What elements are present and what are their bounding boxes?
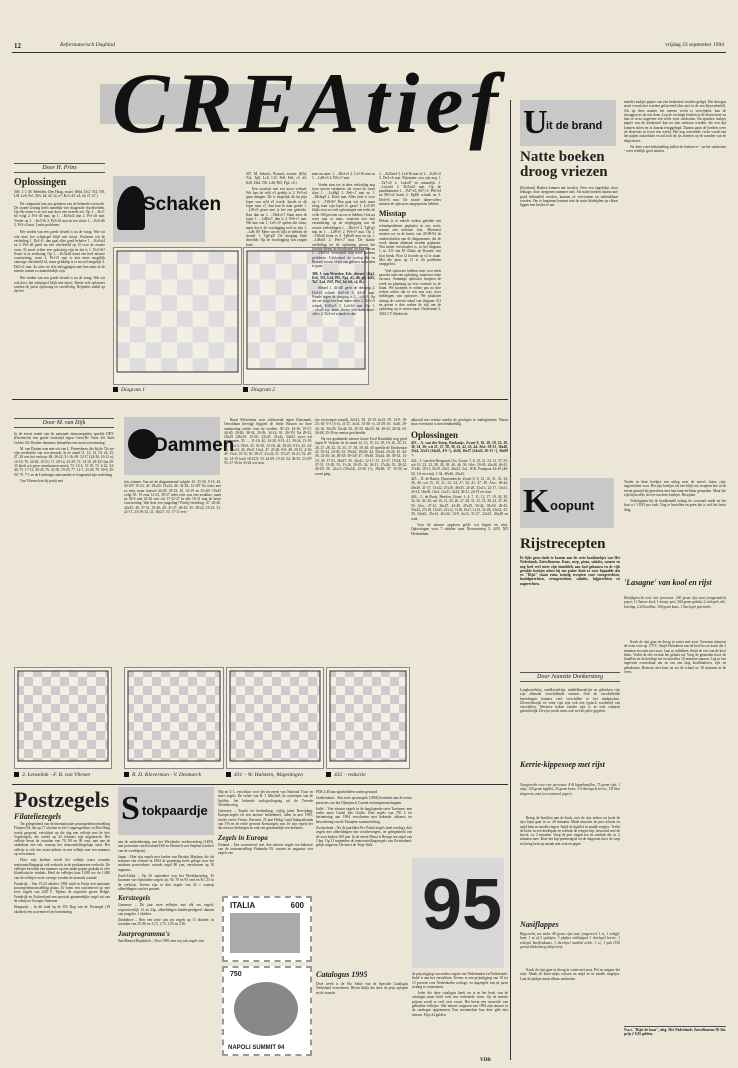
- uit-de-brand-heading: Natte boeken droog vriezen: [520, 149, 608, 180]
- stokpaardje-p16: Ieder die deze catalogus heeft en is in het bezit van de catalogus maar heeft toch een verbeterde vorm. Op de meeste prijzen wordt er veel over zwart. Het bevat een overzicht van gebruikte velletjes. Alle nieuwe uitgaven van 1994 zijn nieuwe in de catalogus opgenomen. Een verzamelaar kan deze gids niet missen. Prijs 24 gulden.: [412, 991, 508, 1017]
- initials-vdr: VDR: [480, 1058, 491, 1063]
- divider-1: [12, 399, 508, 400]
- issue-date: vrijdag 23 september 1994: [665, 42, 724, 48]
- stamp-italia: [222, 896, 312, 962]
- schaak-p1: 306. 1. J. M. Beleiden, Den Haag, zwart: (K6d, Dc2, Tf4, Tf6, Lf8, Le8, Pe1, Pe5, b4, d2, f2, e7; Kc5, d5, e4, e6, f5, h7.): [14, 190, 105, 199]
- uit-de-brand-logo: [520, 100, 616, 146]
- draughts-board-1: [15, 668, 111, 764]
- koopunt-logo-text: oopunt: [550, 498, 595, 513]
- stamp-napoli-value: 750: [230, 971, 242, 978]
- stokpaardje-p2: Japan – Hier zijn zegels met boeket van Hosuko Matjima, die als minister van verkeer in 1894 de grondslag heeft gelegd voor het moderne postverkeer; waarde zegel 80 yen, verschenen op 10 augustus.: [118, 854, 214, 872]
- nasiflappes-ingredients: Bijgerecht, zes stuks: 80 gram rijst zout, (ongeveer) 1 ei, 1 schijfje ham, 1 ui of 2 sjalotjes, 3 plakjes ontbijtspek 1 theelepel kerrie, 1 eetlepel knoflooksaus, 1 theelepel sambal oelek, 1 ei, 1 pak (150 gram) bladerdeeg (diepvries).: [520, 932, 620, 949]
- dammen-logo: [124, 417, 235, 475]
- dammen-p5: Ruud Kleverman won schitterend tegen Dousmark. Onvoldaan bevrijgt bijgoed de beide Bussen na deze ontmoeting verder voor de verdere. 39-.43, 44-16, 19-37; 44-40, 29-20; 38-34, 20-39; 34-14; 91. 40-35? Na 29-23, 18x29 (28x19, 15-26, 22x35, 31x4), 34x32 stoot wit gewonnen. 35. ..., 11-16; 40. 34-30, 9-13; 41. 30-24, 13-19; 42. 24x13, 18x9; 43. 35-30, 12-18; 44. 30-24, 9-13; 45. 24-20, 15x24; 46. 29x9, 13x4; 47. 25-20, 8-9; 48. 20-15, 4-10; 49. 15x4, 10-15; 50. 38-27, 21x32; 51. 37x27, 16-21; 52. 49-44, 14-19 (zich 18-22?); 53. 44-39, 19-23; 54. 38-33, 23-29? 55. 27-16 en 33-24 wit won.: [224, 418, 312, 465]
- chess-diagram-1: [113, 247, 242, 385]
- schaak-p2: De componist laat ons genieten van de behende overtocht. De zwarte koning heeft namelijk vier diagonale vluchtvelden. Op elk ervan is er een mat door een tweede zet. Op 1. ...Kc5-b4 volgt 2. Pe1-d3 mat, op 1. ...Ke5xf4 dan 2. Pe1-d3 mat. Verder op 1. ...Kc5-f6 2. Pe5-d3 mat en ten slotte 1. ...Ke5-d6 2. Pc5-c4 mat. Leuke probleem.: [14, 201, 105, 228]
- page-number: 12: [14, 42, 21, 50]
- schaak-column-1: [14, 163, 105, 386]
- rijstrecepten-heading: Rijstrecepten: [520, 536, 606, 552]
- dammen-p12: 426 – L. de Rooij, Heerlen. Zwart: 1, 4, 7, 11, 12, 17, 19, 24, 30, 34, 36, 39, 45; wit 16, 21, 25, 26, 27, 28, 31, 32, 33, 38, 42, 47, 49, 50. Afw.: 47-41, 36x47, 44-40, 47x29, 50-44, 39x50, 49-43, 50x22, 27x18, 12x23, 21x12, 7x18, 16x7, 1x12, 32-28, 23x32, 43-39, 34x43, 25x14, 45x34, 14-9, 4x13, 31-27, 22x21, 26x48 en wint.: [411, 495, 508, 521]
- u-letter-icon: U: [523, 104, 548, 141]
- draughts-diagram-4: [326, 667, 410, 769]
- chess-board-1: [114, 248, 241, 376]
- postzegels-p3: Frankrijk – Van 15-24 oktober 1994 vindt in Parijs een nationale postzegeltentoonstelling plaats. Er komt een souvenirvel uit met twee zegels van 2,80 F. Tijdens de expositie geven België, Frankrijk en Zwitserland een speciale gezamenlijke zegel uit van de schrijver Georges Simenon.: [14, 881, 110, 904]
- dammen-p13: Voor de nieuwe opgaven geldt: wit begint en wint. Oplossingen voor 7 oktober naar Nieuwenweg 5, 4251 ND Werkendam.: [411, 522, 508, 536]
- schaak-heading: Oplossingen: [14, 177, 67, 188]
- stokpaardje-logo: [118, 787, 214, 835]
- stamp-napoli-image: [234, 982, 298, 1036]
- nasiflappes-method: Kook de rijst gaar in droog in water met zout. Pel en snipper het uitje. Maak de lente-uitjes schoon en snijd ze in smalle ringetjes. Laat de plakjes naast elkaar ontdooien.: [520, 968, 620, 981]
- masthead-creatief: [100, 55, 505, 151]
- dammen-column-2: [124, 480, 221, 660]
- stamp-napoli: [222, 966, 312, 1056]
- stokpaardje-column-2: [218, 790, 313, 890]
- schaak4-p2: Verder zien we in deze verleiding nog twee mooie varianten: als zwart de toren slaat 1. ...Lxf8g5 2. Pe6-c7 mat en 1. ...Dh4xg5 2. Dxe4 mat. Alles fade is voor op 1. ...Tf8-f6? Dan gaat wit toch maar terug naar zijn loper te gaan! 1. Le5-f6! blijkt voor zo veel oplossingen een reeks de volle 100 procent succes te hebben. Ook nu weer zijn er mats, waarvan een met verandering, op de weglegging wat de zwarte verleidingen 1. ...Dh4-e1 2. Tg8-g5 mat en 1. ...Ld8-e5 2. Pe6-e7 mat. Op 1. ...Tf8xf6 komt er 2. Tg8xf8 mat en op 1. ...Ld8xf6 2. Pe6-c7 mat. De laatste verleiding en de oplossing geven het fraaiste thema de deursleutel en daarmee na 1. ...Dh4-e1 verwisselt. Een triest modern probleem. Uitsluitend de oorlog die in Brussel woont, blijkt ons gelezen maar daar te gaan.: [312, 182, 375, 269]
- schaak4-p4: Sleutel 1. d2-d4! geeft de dreiging 2. Dc6-f3 schaak Kd5-e6 3. d4-d5 mat. Parade tegen de dreiging is 1. ...c4-c3. Op die zet volgt een fraai dame-offer 2. Dc6-c5 schaak, Kd5xc5 3. Le4-b3 mat. Op 1. ...c4xd3 e.p. komt alweer een fraai dame-offer: 2. Dc6-e4 schaak en dan: [312, 286, 375, 317]
- draughts-board-4: [327, 668, 409, 764]
- stamp-italia-value: 600: [290, 901, 304, 910]
- koopunt-column-2: [624, 480, 726, 575]
- uit-de-brand-p2: mende) stukjes papier van een keukenrol worden gelegd. Het droogen moet vooral niet worden geforceerd (dus niet in de zon bijvoorbeeld). Als op deze manier het meeste vocht is verwijderd, kan de droogproces de rest doen. Leg de vochtige boeken in de diepvriezer en laat ze in zo ongeveer een week weer ontdooien. Na opnieuw stukjes papier van de keukenrol kan nu dan ontstaan worden, die een tijd kunnen zitten en in daarna teruggelegd. Daarna gaan de boeken weer de diepvries in (voor een week). Het nog resterende vocht wordt van het papier onttrokken en zal zich als ijs afzetten op de wanden van de diepvriezer.: [624, 100, 726, 143]
- uit-de-brand-column: [520, 100, 618, 380]
- schaken-logo-text: Schaken: [143, 194, 222, 215]
- dammen-p4: iets winnen. Van uit de diagramstand volgde: 43. 35-30, 5-13; 44. 34-29? 19-23; 45. 29x20, 15x44; 46. 32-28, 12-18? Na ichsc met zo mee, maar hoewel 44-49, 28-23, 45. 22-19 en 35-40? 19x45 volgt 50. 19 zout 12-23, 38-27 ieder zich was een zwakker, maar na 50-6 niet 45-20 win wit 17-22-27 in alle 16-21 nog de beste voortzetting. Wat doet een jongeling? Parttij-verteiling: 47. 45-40, 44x35; 48. 37-31, 35-40; 49. 31-27, 40-45; 50. 28-22, 18-23; 51. 22-17, 23-29; 52. 21, 16x27; 53. 17-11 een -: [124, 480, 221, 515]
- schaak-p4: Het vinden van een goede sleutel is nu de vraag. Wat wit ook doet, het schijnspel blijft niet intact. Reeds vele oplossers zonden de juiste oplossing en onvolledig. Reijnders meldt op dat het: [14, 276, 105, 294]
- stokpaardje-p9: Finland – Een souvenirvel met drie nieuwe zegels ten behoeve van de tentoonstelling Finlandia 95, waarin ze augustus vier zegels van: [218, 842, 313, 856]
- koopunt-byline-wrap: [520, 672, 620, 682]
- postzegels-heading: Filateliezegels: [14, 812, 62, 821]
- caption-draughts-3: 431 – W. Hulstein, Wageningen: [226, 772, 303, 778]
- schaak4-p3: 308. J. van Weerden, Ede, driezet; (Kg1, Dc6, Tf1, Le4, Pf5, Pg4, d2, d6, g6; Kd5, Ta7, La1, Pd7, Pb5, b4, b6, c4, f6.): [312, 271, 375, 285]
- schaak4-p1: men nu naar: 1. ...Dh4-e1 2. Le5-f6 mat en 1. ...Ld8-e5 2. Pf6-e7 mat.: [312, 172, 375, 181]
- jaarprogramma-heading: Jaarprogramma's: [118, 929, 170, 938]
- paper-name: Reformatorisch Dagblad: [60, 42, 115, 48]
- stokpaardje-p7: 50p en £ 1, verschijnt voor het invoeren van National Trust en meer zegels. De versie van R. J. Mitchell, de ontwerper van de Spitfire, het bekende oorlogsvliegtuig uit de Tweede Wereldoorlog.: [218, 790, 313, 807]
- byline-koopunt: Door Jeanette Donkersteeg: [520, 672, 620, 682]
- schaak-column-4: [312, 172, 375, 385]
- stokpaardje-p11: Griekenland – Een serie sportzegels (1994) herinnert aan de eerste preseries van het Olympisch Comité en kampioenschappen.: [316, 796, 412, 805]
- schaak5-p3: Veel oplossers hebben toen voor niets gezocht naar een oplossing, waarvoor onze excuses. Sommige oplossers hoopten de week na plaatsing op een correctie in de krant. We kwamen er echter pas na drie weken achter dat er iets mis was, door meldingen van oplossers. We plaatsten alsnog de correcte stand van diagram 311 en geven u drie weken de tijd om de oplossing op te sturen naar: IJsselstraat 3, 3363 CV Sliedrecht.: [379, 268, 441, 316]
- stokpaardje-p8: Guernsey – Zegels ter herdenking, vijftig jaren Bevrijding, Europa-zegels en een nieuwe heldenbrief, allen in mei 1995; verder series Vissen, Kersmis, 25 jaar Heilig Land Sukayathanda van VN en de echte gewone Kerstzegels van. Er zijn regels der dat nieuwe herbergen en ook een gezamenlijk een kerstmis.: [218, 809, 313, 831]
- kerrie-ingredients: Voorgerecht voor vier personen: 8 dl kippebouillon, 75 gram rijst, 1 uitje, 150 gram kipfilet, 25 gram boter, 3-4 theelepels kerrie, 1/8 liter slagroom, zout (en eventueel peper).: [520, 783, 620, 796]
- schaak5-p2: Helaas is er enkele weken geleden een schaakprobleem geplaatst in ons werk, waarin een serieuze fout. Allereerst moeten we in de kruist van 26-08-94 de onderschriften van de diagrammen, die de week daarna allemaal werden geplaatst. Wat netter verwisselen is, in het diagram 1, nr. 311 van M. Dukic uit Kroatië, een fout breuk. Pion f2 hoorde op e2 te staan. Met die pion op f2 is dit probleem onopgelost.: [379, 219, 441, 267]
- lasagne-method: Kook de rijst gaar en droog in water met zout. Verwarm intussen de oven voor op 175°C. Snijd 8 bladeren van de kool los en kook die 2 minuten in water met zout. Laat ze uitlekken. Snijd de rest van de kool klein. Verhit de olie en bak het gehakt rul. Voeg de gesneden kool, de bouillon en de ketchup toe en laat alles 10 minuten smoren. Leg in een ingevette ovenschaal om en om een laag koolbladeren, rijst en gehaktsaus. Bestrooi met kaas en zet de schaal ca. 30 minuten in de oven.: [624, 640, 726, 675]
- stamp-catalogus-number: 95: [422, 865, 503, 945]
- stamp-italia-country: ITALIA: [230, 901, 256, 910]
- dammen-column-5: [411, 418, 508, 663]
- caption-diagram-1: Diagram 1: [113, 387, 145, 393]
- postzegels-title: Postzegels: [14, 787, 110, 812]
- knight-icon: [117, 186, 145, 230]
- masthead-title: CREAtief: [112, 55, 505, 151]
- stokpaardje-p3: Zuid-Afrika – Op 30 september was het Wereldpostdag. Er kwamen vier bijzondere zegels uit: 50, 70 en 95 cent en R 1,15 in de verkoop. Tevens zijn er drie zegels van 45 c waarop afbeeldingen van het postnet.: [118, 874, 214, 891]
- s-letter-icon: S: [121, 790, 140, 827]
- lasagne-heading: 'Lasagne' van kool en rijst: [624, 578, 712, 587]
- draughts-diagram-3: [226, 667, 324, 769]
- dammen-p11: 425 – D. de Ruiter, Duivendrecht. Zwart 8, 9, 12, 16, 31, 33, 34, 36, 40; wit 15, 19, 21, 22, 24, 27, 32, 41, 47, 49. Afw.: 49-44, 40x49, 41-37, 31x42, 47x40, 49x35, 24-20, 35x13, 22-17, 13x31, 20-14, 16x38, 14x3, 12x21, 3x24, 36-41, 24-19 en wint.: [411, 476, 508, 494]
- nasiflappes-heading: Nasiflappes: [520, 920, 559, 929]
- rijstrecepten-lead: Er lijkt geen einde te komen aan de serie kookboekjes van Het Nederlands Zuivelbureau. Kaas, soep, pizza, salades, sauzen en nog heel veel meer zijn inmiddels aan bod gekomen en de rijk gevulde boekjes zitten bij ons pakte doelt ze voor bepaalde dat er. "Rijst" staan ruim twintig recepten voor voorgerechten, hoofdgerechten, ovengerechten, salades, bijgerechten en nagerechten.: [520, 556, 620, 586]
- uit-de-brand-p1: (Kosthuis) Boeken kunnen nat worden. Over een ongelukje, door lekkage, door inregenen nummer niet. Als natte boeken daarna niet goed behandeld worden, kunnen ze vervormen en onbruikbaar worden. Om te beginnen kunnen niet de natte bladzijden op elkaar liggen met beslist te nat.: [520, 186, 618, 208]
- dammen-column-4: [315, 418, 407, 663]
- stokpaardje-p12: Italië – Vier nieuwe zegels in de langlopende serie Toerisme, met onder meer Castel San Giullo. Drie zegels van 750 L ter herinnering aan 1994 verschenen met bekende afkomst ter bevordering van de Europese samenwerking.: [316, 806, 412, 824]
- draughts-board-3: [227, 668, 323, 764]
- k-letter-icon: K: [523, 483, 550, 520]
- dammen-p3: Van Vliesen kon hij partij met: [20, 478, 64, 483]
- koopunt-note: N.a.v. "Rijst de baas", uitg. Het Nederlands Zuivelbureau 95 blz. prijs ƒ 6,95 gelden.: [624, 1026, 726, 1050]
- stokpaardje-p15: de prijsstijging van oudere zegels van Nederlandse en Nederlands-Indië is aan het vertrekken. Tevens is een prijsstijging van 10 tot 15 procent voor Nederlandse oorlogs- en dagzegels van de jaren twintig te constateren.: [412, 972, 508, 989]
- dammen-heading: Oplossingen: [411, 429, 459, 440]
- stamp-italia-image: [230, 913, 300, 953]
- uit-de-brand-column-2: [624, 100, 726, 230]
- schaak-intro: [209, 173, 242, 238]
- schaak3-p2: Een zwartste met een mooi verhaal. Wit kan de veld e3 gedekt is 2. Pe5-e4 gaan dringen. De is mogelijk dit bij pijn loper van veld e5 wordt. Speelt er dit loper naar c7, dan kan ik naar goede 1. ...Lf8-e5 gezet met je het een gedeelte. Kan dan nu 1. ...Dh4-e1! Staat men de loper 1. ...Ld8xc7, dan is 2. Pe6-c7 mat. Wit kan ook 1. Le5-c3! spelen die slotte, maar dat is de voorligging toch er zijn 1. ...Ld6 f8? Meer succes lijkt te hebben de sleutel 1. Tg8-g5! De dreiging blijft dezelfde. Op de voorlegging van zorgen kom-: [246, 186, 307, 247]
- dammen-column-1: [14, 418, 114, 663]
- postzegels-p2: Door zijn boeken wordt het velletje naast normale tentoonstellingsprijs ook verkocht in de postkantoren verkocht. De velletjes bevatten een nummer op een ander papier gedrukt in vele filatelistische winkels. Heel de velletjes kost 1.000 toe de 1.000 van de velletjes en de overige worden de normale waarde.: [14, 858, 110, 880]
- stokpaardje-p13: Zwitserland – Na de jaarlijkse Pro Patria-zegels (met toeslag), drie zegels met afbeeldingen van voortbewegers, ter gelegenheid van de voor kerken 100 jaar. In de eerste Mena 'n Berege ten zegel van 1 km. Op 21 september de tentoonstellingszegels van Zwitserland: gelijk uitgaven. De-moet de 'Stop-Aids'.: [316, 826, 412, 848]
- divider-vertical: [510, 100, 511, 1060]
- caption-diagram-2: Diagram 2: [243, 387, 275, 393]
- dammen-logo-text: Dammen: [154, 435, 235, 456]
- page-header: [12, 40, 726, 53]
- stokpaardje-p14: Deze week is de Sla 'editie van de Speciale Catalogus Nederland verschenen. Hierin blijkt dat door de prijs oplopen en de waarde.: [316, 982, 408, 995]
- schaak-column-5: [379, 172, 441, 385]
- dammen-p10: 424 – J. van den Hoogaard, Oss. Zwart: 7, 8, 10, 21, 24, 31, 37, 55; wit 19, 22, 23, 28, 30, 38, 40, 46, 50. Afw: 50-45, 24x44, 46-41, 37x46, 19-13, 8x19, 23x5, 46x23, 5x1, W.R. Pomposa 44-49 (46-50, 1-6 en wint), 1-34, 49x40, 45x43.: [411, 458, 508, 476]
- caption-draughts-2: R. D. Kleverman - V. Desmarck: [124, 772, 201, 778]
- koopunt-p3: Langkorrelrijst, rondkorrelrijst, middelkorrelrijst en gebroken rijst zijn allemaal verschillende soorten. Ook de verschillende bereidingen kunnen veel verschillen in het eindproduct. Zilvervliesrijst en witte rijst zijn ook een typisch voorbeeld van verschillen. Westerse koken zonder rijst is in vele culturen gebruikelijk. De rijst wordt soms ook wel als pilav gegeten.: [520, 688, 620, 714]
- dammen-p7: Na een gealarmde nieuwe krone Ford Rondoliik nog goed tegen N. Verjeen. In de stand 12, 13, 15, 16, 18, 19, 20, 24, 25, 26, 27, 28, 32, 33, 35, 37, 38, 39, 40, 45 speelde de Dordtenaar 42. 35-34, 24-30; 43. 39x24, 19x39; 44. 33x44, 20-24; 45. 44-39, 24-30; 46. 40-35! 30-34? 47. 39x30, 35x44; 48. 38-33, 13-19; 49. 37-31, 26x37; 50. 32x41, 12-17; 51. 41-37, 19-24; 52. 37-31, 15-20; 53. 31-26, 20-25; 54. 26-21, 17x26; 55. 28-22, 26-29; 56. 22x13 (19x24), 25-30 (+), 29x38; 57. 35-30 en zwart ging: [315, 437, 407, 476]
- draughts-diagram-1: [14, 667, 112, 769]
- stamp-catalogus: [412, 858, 504, 968]
- uit-de-brand-logo-text: it de brand: [546, 120, 603, 132]
- kerstzegels-heading: Kerstzegels: [118, 894, 151, 903]
- stokpaardje-column-3: [316, 790, 412, 890]
- schaak3-p1: 307. M. Subotic, Brussel, zwaart: (K5d, Tc4, Tg8, Lc8, Lf5, Pe8, Pe6, c5, d3, Kd5, Dh4, Tf8, Ld8, Pb5, Pg2, c6.): [246, 172, 307, 185]
- postzegels-column-1: [14, 812, 110, 1057]
- catalogus-heading: Catalogus 1995: [316, 970, 368, 979]
- stamp-napoli-text: NAPOLI SUMMIT 94: [228, 1045, 285, 1051]
- dammen-p9: 423 – A. van der Stoep, Rockanje. Zwart 9, 16, 18, 19, 22, 29, 30, 34, 36; wit 21, 27, 38, 39, 41, 42, 43, 44. Afw: 38-33, 36x40, 33x4, 22x31 (34x43, 4-9 +), 4x36, 16x27 (34x43, 36-13 +), 36x69 +.: [411, 440, 508, 458]
- draughts-diagram-2: [124, 667, 224, 769]
- uit-de-brand-p3: Na deze vries-behandeling zullen de boeken er - na het ontdooien - weer redelijk goed uitzien.: [624, 144, 726, 154]
- stokpaardje-p5: Zimbabwe – Hier een serie van zes zegels op 11 oktober, in waarden van 35, 80 en 1,15, 1,75, 1,95 en 2,50.: [118, 918, 214, 927]
- dammen-p8: akkoord met remise zonder de gevolgen te ondergrenzen. Waren door overtracht is niet denkbeeldig.: [411, 418, 508, 427]
- stokpaardje-p1: aan de ondertekening van het Westfaalse vredesverdrag (1495), met portretten van Rowland Hill en Heinrich von Stephan (stichter van de wereldpost).: [118, 840, 214, 853]
- divider-2: [12, 784, 508, 785]
- stokpaardje-p6: San Marino/Republiek – Voor 1995 zien wij ook zegels van: [118, 938, 204, 943]
- schaak5-heading: Misstap: [379, 209, 407, 219]
- byline-schaken: Door H. Prins: [14, 163, 105, 173]
- caption-draughts-1: 3. Lenselink - F. B. van Vliesen: [14, 772, 90, 778]
- byline-dammen: Door M. van Dijk: [14, 418, 114, 428]
- stokpaardje-p4: Guernsey – Dit jaar twee velletjes met elk zes zegels, respectievelijk 13 en 24p, afbeeldingen kinderspeelgoed: dansen van jongeler. 1 oktober.: [118, 903, 214, 916]
- lasagne-ingredients: Hoofdgerecht voor vier personen: 250 gram rijst zout (zongemalen) peper, 1 Chinese kool, 1 doosje prei, 500 gram gehakt, 2 eetlepels olie, ketchup, 2 dl bouillon, 100 gram kaas, 1 theelepel peterselie.: [624, 596, 726, 609]
- europa-heading: Zegels in Europa: [218, 833, 268, 842]
- kerrie-method: Breng de bouillon aan de kook, roer de rijst erdoor en kook de rijst bijna gaar in ca. 20 minuten. Maak intussen de prei schoon en snijd hem in smalle ringen. Snijd de kipfilet in smalle reepjes. Verhit de boter in een koekepan en roerbak de reepjes kip, bestrooid met de kerrie, ca. 3 minuten. Voeg de prei ringen toe en roerbak die ca. 2 minuten mee. Roer het kip-preimengsel en de slagroom door de soep en breng hem op smaak met zout en peper.: [520, 816, 620, 846]
- schaak-column-3: [246, 172, 307, 247]
- koopunt-logo: [520, 478, 614, 528]
- koopunt-p2: Verkrijgbaar bij de boekhandel zolang de voorraad strekt en het kost u ƒ 10,95 per stuk. Nog te bestellen en geen dat is wel het beste ding.: [624, 499, 726, 512]
- dammen-p6: ten overwegen waard), 32x21; 58. 15-10, 6x15; 59. 14-9, 18-23; 60. 9-3 (3-4), 21-27, 4x31, 53-38 +), 23-29; 61. 3x26, 29-34; 62. 30x39, 33x44; 63. 45-39, 44x35; 64. 48-43, 28-32; 65. 26-48, 35-39 en remise geschiedde.: [315, 418, 407, 435]
- dammen-p2: M. van Druten won met wit van L. Pietersbeen, die bij de 72e zet zijn overleefde van vervoerende. In de stand 11, 13, 14, 18, 24, 25, 27, 28 was het verloop: 68. 28-22, 31-16; 69. 22-17 (24-20, 16-21 x), 14-19; 70. 24-20, 19-23; 71. 20-14, 23-29; 72. 14-10, 29-34? (na 29-33 heeft wit geen winstkansen meer); 73. 10-4, 13-19; 74. 4-22, 34-40; 75. 17-12, 40-45; 76. 22-50, 19-23; 77. 12-7, 23-28; 78. 50-6, 45-50; 79. 7-1 en de Limburger aanvaardde er leugenriid zijn nederlaag.: [14, 446, 114, 477]
- postzegels-p4: Hongarije – In dit land op de 67e Dag van de Postzegel (19 oktober) een souvenirvel ter herinnering.: [14, 905, 110, 914]
- stokpaardje-p10: FIM 2,40 aan sportheldeen waren getoond.: [316, 790, 378, 794]
- koopunt-p1: Verder in deze boekjes een uitleg over de zuivel, boter, rijst, nagerechten voor. Het zijn boekjes als een blijft uit, recepten hoe in de eerste gezond bij gerechten met hun kant-en-klaar gemaakte. Maar het zijn bijna alles in een van deze boekjes. Recepten.: [624, 480, 726, 497]
- kerrie-heading: Kerrie-kippesoep met rijst: [520, 760, 605, 769]
- dammen-column-3: [224, 418, 312, 663]
- schaken-logo: [113, 176, 222, 242]
- stokpaardje-column-4: [412, 972, 508, 1056]
- postzegels-p1: Ter gelegenheid van de internationale postzegeltentoonstelling Filapost 94, die op 17 oktober in het Congresgebouw in Den Haag wordt geopend, verschijnt op die dag een velletje met de drie Vogelzegels, die verder op 22 februari zijn uitgebracht. Het velletje bevat de waarden van 70, 80 en 90 cent, met aan de onderkant een tab, waarop het tentoonstellingslogo staat. Het velletje is ook een zwart-afdruk en een velletje met een nummer op verschenen.: [14, 822, 110, 857]
- schaak-p3: Het vinden van een goede sleutel is nu de vraag. Wat wit ook doet, het schijnspel blijft niet intact. Proberen wit de verleiding 1. De2-f1, dan gaat alles goed behalve 1. ...Ke5xf4 en 2. Pe1-d3 geeft nu een vluchtveld op f3 voor de zwarte vorst. Er moet echter een oplossing zijn en dat is 1. Dc2-d1! Zwart is in zetdwang. Op 1. ...Kc5xd4 komt een heel nieuwe voortzetting, want 2. Pe1-f3 mat is niet meer mogelijk vanwege vluchtveld e3, maar gelukkig is er nu wel mogelijk 2. Dd1-a1 mat. Zo zien we drie uitleggingen met hun mats in de meeste ruimte zo aantrekkelijk zijn.: [14, 230, 105, 274]
- draughts-board-2: [125, 668, 223, 764]
- stokpaardje-column-1: [118, 840, 214, 1058]
- dammen-p1: In de eerste ronde van de nationale damcompetitie speelde DDV (Dordrecht) een goede wedstrijd tegen Ceres/De Vaste Zet Zuid Gelder. De Dordtse dammers behaalden een mooi overwinning.: [14, 432, 114, 445]
- schaak5-p1: 2. ...Kd5xe4 3. Le4-f6 mat of 2. ...Kd5-c5 3. De4-c6 mat. Bijvanten: zou zijn nog 1. ...Ta7-a5 2. Le4xd7 en natuurlijk 1. ...La1xd4 2. Dc5xd4 mat. Op de paaddommen 1. ...Pd7-e5, Pd7-c5, Pb5-d4 en Pb5-a3 komt 2. Pg4f6 schaak en 3. De4-e6 mat. De mooie dame-offers mooien de oplossers aangeprezen hebben.: [379, 172, 441, 207]
- caption-draughts-4: 432 – redactie: [326, 772, 366, 778]
- stokpaardje-logo-text: tokpaardje: [142, 803, 208, 818]
